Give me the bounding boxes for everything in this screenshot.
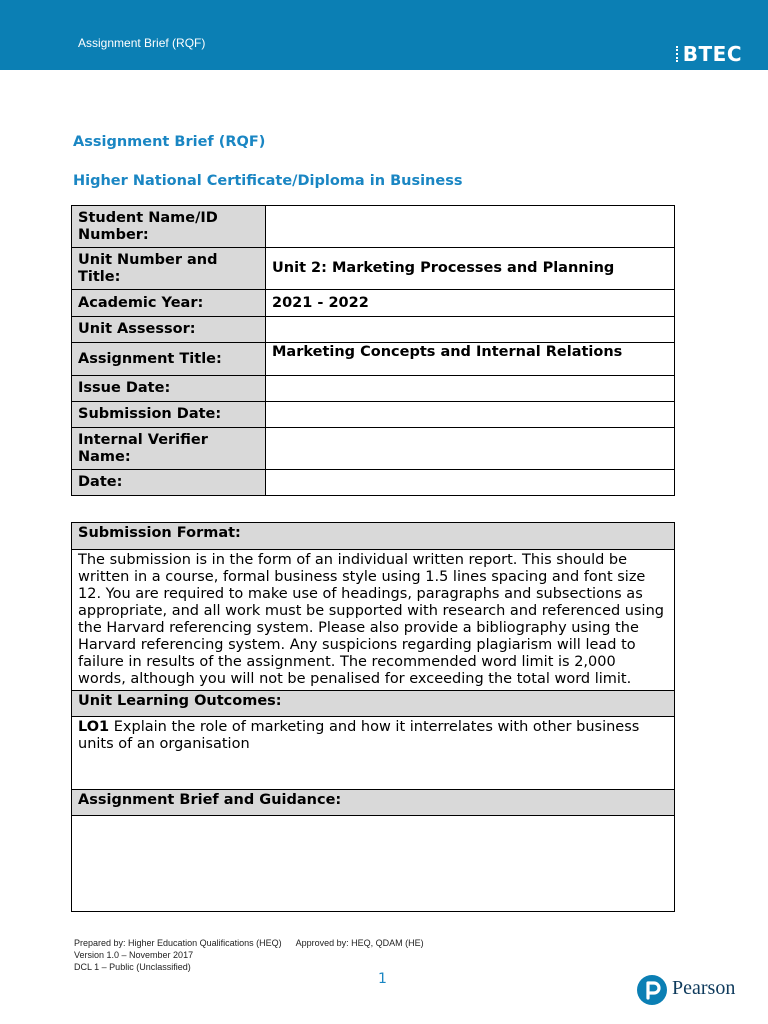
info-row-submission-date [72,402,675,428]
footer-approved: Approved by: HEQ, QDAM (HE) [295,938,424,948]
guidance-body[interactable] [72,816,675,912]
learning-outcomes-heading: Unit Learning Outcomes: [72,691,675,717]
info-row-student [72,206,675,248]
guidance-header-row [72,790,675,816]
info-value[interactable] [266,402,675,428]
info-label: Student Name/ID Number: [72,206,266,248]
btec-logo-mark [676,46,681,62]
info-row-assessor [72,317,675,343]
info-value[interactable] [266,317,675,343]
info-row-academic-year [72,290,675,317]
info-value[interactable] [266,470,675,496]
info-row-unit [72,248,675,290]
info-label: Unit Assessor: [72,317,266,343]
pearson-logo-icon [637,975,667,1005]
info-label: Assignment Title: [72,343,266,376]
info-value[interactable] [266,206,675,248]
banner-title: Assignment Brief (RQF) [78,36,206,50]
info-value[interactable] [266,376,675,402]
btec-logo-text: BTEC [682,42,742,66]
doc-subtitle: Higher National Certificate/Diploma in Business [73,173,463,189]
submission-format-text: The submission is in the form of an individual written report. This should be written in a course, formal business style using 1.5 lines spacing and font size 12. You are required to make use of headings, paragraphs and subsections as appropriate, and all work must be supported with research and referenced using the Harvard referencing system. Please also provide a bibliography using the Harvard referencing system. Any suspicions regarding plagiarism will lead to failure in results of the assignment. The recommended word limit is 2,000 words, although you will not be penalised for exceeding the total word limit. [72,550,675,691]
submission-details-table [71,522,675,912]
page-number: 1 [378,971,387,987]
learning-outcome-lo1 [72,717,675,790]
lo-text: Explain the role of marketing and how it interrelates with other business units of an organisation [78,719,640,752]
pearson-logo [637,974,757,1008]
submission-format-body-row [72,550,675,691]
info-label: Internal Verifier Name: [72,428,266,470]
submission-format-header-row [72,523,675,550]
info-label: Academic Year: [72,290,266,317]
guidance-body-row [72,816,675,912]
footer-version: Version 1.0 – November 2017 [74,950,194,960]
footer-prepared-line [74,937,424,949]
info-label: Issue Date: [72,376,266,402]
info-row-title [72,343,675,376]
footer-prepared: Prepared by: Higher Education Qualifications (HEQ) [74,938,282,948]
doc-title: Assignment Brief (RQF) [73,134,266,150]
assignment-info-table [71,205,675,496]
header-banner [0,0,768,70]
info-row-date [72,470,675,496]
guidance-heading: Assignment Brief and Guidance: [72,790,675,816]
submission-format-heading: Submission Format: [72,523,675,550]
info-value[interactable] [266,428,675,470]
pearson-logo-text: Pearson [672,977,736,999]
info-value[interactable]: 2021 - 2022 [266,290,675,317]
info-row-issue-date [72,376,675,402]
btec-logo [676,42,742,66]
info-row-verifier [72,428,675,470]
info-label: Unit Number and Title: [72,248,266,290]
page-footer [74,937,424,973]
footer-classification: DCL 1 – Public (Unclassified) [74,962,191,972]
learning-outcomes-body-row [72,717,675,790]
info-value[interactable]: Marketing Concepts and Internal Relations [266,343,675,376]
info-value[interactable]: Unit 2: Marketing Processes and Planning [266,248,675,290]
info-label: Submission Date: [72,402,266,428]
learning-outcomes-header-row [72,691,675,717]
info-label: Date: [72,470,266,496]
lo-code: LO1 [78,719,110,735]
